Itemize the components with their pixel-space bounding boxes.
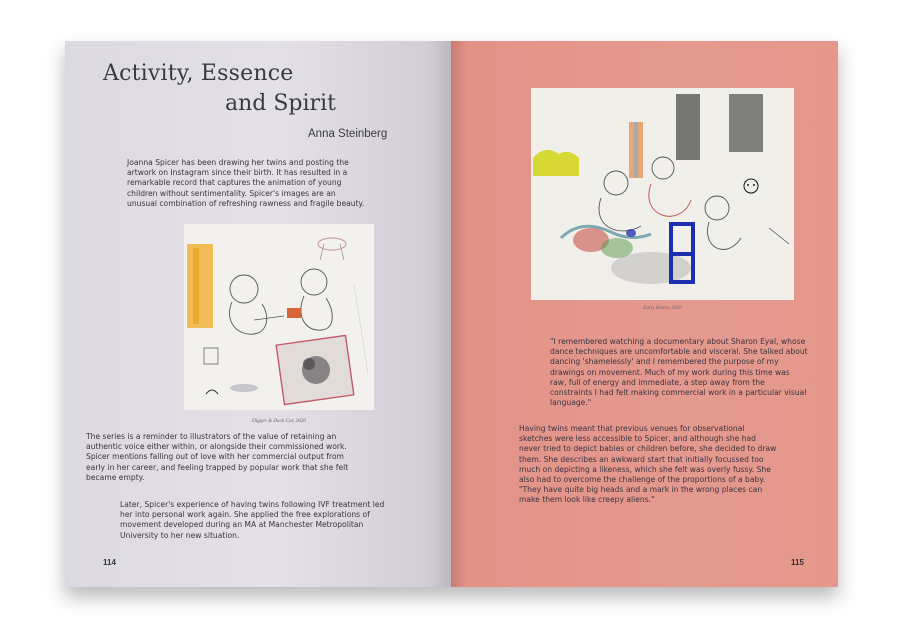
right-page bbox=[451, 41, 838, 587]
body-paragraph-1: The series is a reminder to illustrators of the value of retaining an authentic voice either within, or alongside their commissioned work. Spicer mentions falling out of love with her commercial output from early in her career, and feeling trapped by popular work that she felt became empty. bbox=[86, 432, 349, 482]
page-number-right: 115 bbox=[791, 558, 804, 567]
left-page bbox=[65, 41, 451, 587]
right-image-caption: Early Risers, 2020 bbox=[643, 305, 682, 311]
illustration-drawing bbox=[531, 88, 794, 300]
author-name: Anna Steinberg bbox=[308, 128, 388, 140]
magazine-spread bbox=[65, 41, 838, 587]
article-title-line2: and Spirit bbox=[225, 91, 336, 116]
pull-quote: "I remembered watching a documentary about Sharon Eyal, whose dance techniques are uncomfortable and visceral. She talked about dancing 'shamelessly' and I remembered the purpose of my drawings on movement. Much of my work during this time was raw, full of energy and immediate, a step away from the constraints I had felt making commercial work in a particular visual language." bbox=[550, 337, 808, 408]
intro-paragraph: Joanna Spicer has been drawing her twins and posting the artwork on Instagram since their birth. It has resulted in a remarkable record that captures the animation of young children without sentimentality. Spicer's images are an unusual combination of refreshing rawness and fragile beauty. bbox=[127, 158, 365, 208]
article-title-line1: Activity, Essence bbox=[103, 61, 294, 86]
illustration-digger-duck-car bbox=[184, 224, 374, 410]
illustration-drawing bbox=[184, 224, 374, 410]
page-number-left: 114 bbox=[103, 558, 116, 567]
illustration-early-risers bbox=[531, 88, 794, 300]
body-paragraph-3: Having twins meant that previous venues for observational sketches were less accessible to Spicer, and although she had never tried to depict babies or children before, she decided to draw them. She describes an awkward start that initially focussed too much on depicting a likeness, which she felt was overly fussy. She also had to overcome the challenge of the proportions of a baby. "They have quite big heads and a mark in the wrong places can make them look like creepy aliens." bbox=[519, 424, 777, 505]
left-image-caption: Digger & Duck Car, 2020 bbox=[251, 418, 307, 424]
body-paragraph-2: Later, Spicer's experience of having twins following IVF treatment led her into personal work again. She applied the free explorations of movement developed during an MA at Manchester Metropolitan University to her new situation. bbox=[120, 500, 385, 540]
